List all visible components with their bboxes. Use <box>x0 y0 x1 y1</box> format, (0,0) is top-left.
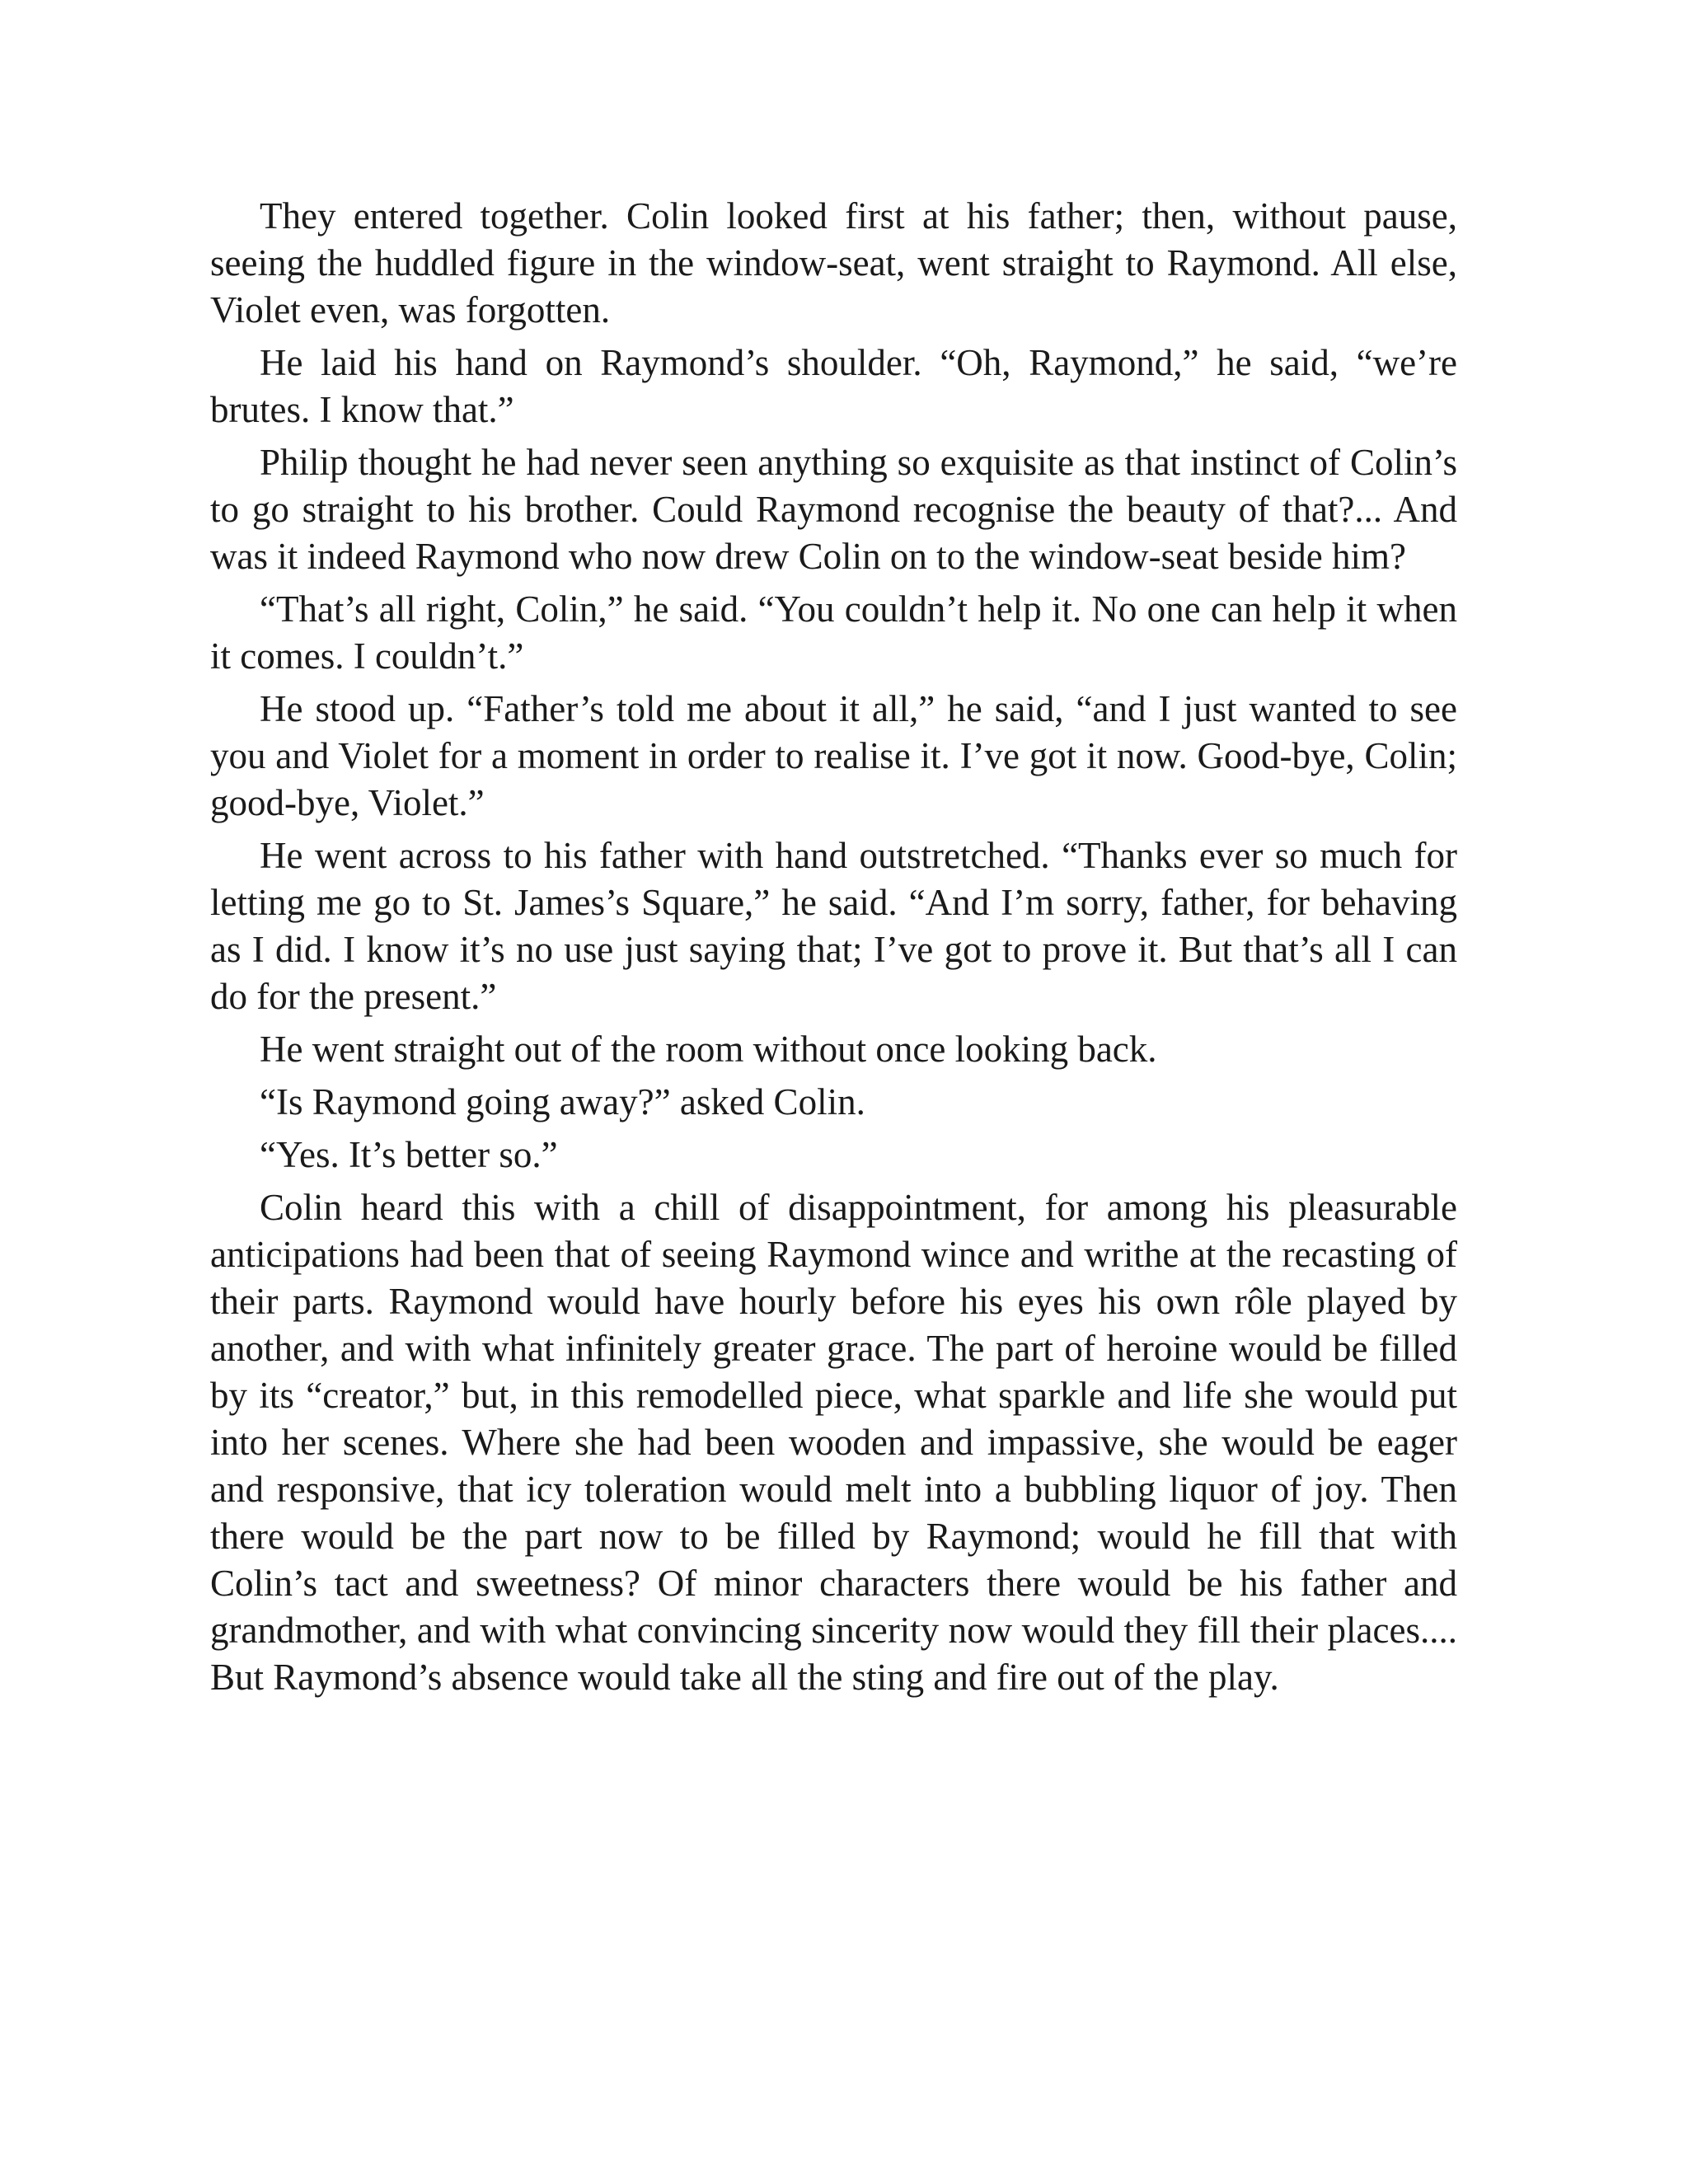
book-page <box>210 193 1457 1707</box>
paragraph-4: “That’s all right, Colin,” he said. “You couldn’t help it. No one can help it when it comes. I couldn’t.” <box>210 588 1457 677</box>
paragraph-7: He went straight out of the room without once looking back. <box>260 1029 1157 1070</box>
paragraph-1: They entered together. Colin looked first at his father; then, without pause, seeing the huddled figure in the window-seat, went straight to Raymond. All else, Violet even, was forgotten. <box>210 195 1457 330</box>
paragraph-5: He stood up. “Father’s told me about it all,” he said, “and I just wanted to see you and Violet for a moment in order to realise it. I’ve got it now. Good-bye, Colin; good-bye, Violet.” <box>210 688 1457 823</box>
paragraph-3: Philip thought he had never seen anything so exquisite as that instinct of Colin’s to go straight to his brother. Could Raymond recognise the beauty of that?... And was it indeed Raymond who now drew Colin on to the window-seat beside him? <box>210 442 1457 577</box>
paragraph-2: He laid his hand on Raymond’s shoulder. “Oh, Raymond,” he said, “we’re brutes. I know that.” <box>210 342 1457 430</box>
paragraph-8: “Is Raymond going away?” asked Colin. <box>260 1081 865 1122</box>
paragraph-6: He went across to his father with hand outstretched. “Thanks ever so much for letting me go to St. James’s Square,” he said. “And I’m sorry, father, for behaving as I did. I know it’s no use just saying that; I’ve got to prove it. But that’s all I can do for the present.” <box>210 835 1457 1017</box>
paragraph-10: Colin heard this with a chill of disappointment, for among his pleasurable anticipations had been that of seeing Raymond wince and writhe at the recasting of their parts. Raymond would have hourly before his eyes his own rôle played by another, and with what infinitely greater grace. The part of heroine would be filled by its “creator,” but, in this remodelled piece, what sparkle and life she would put into her scenes. Where she had been wooden and impassive, she would be eager and responsive, that icy toleration would melt into a bubbling liquor of joy. Then there would be the part now to be filled by Raymond; would he fill that with Colin’s tact and sweetness? Of minor characters there would be his father and grandmother, and with what convincing sincerity now would they fill their places.... But Raymond’s absence would take all the sting and fire out of the play. <box>210 1187 1457 1698</box>
paragraph-9: “Yes. It’s better so.” <box>260 1134 558 1175</box>
